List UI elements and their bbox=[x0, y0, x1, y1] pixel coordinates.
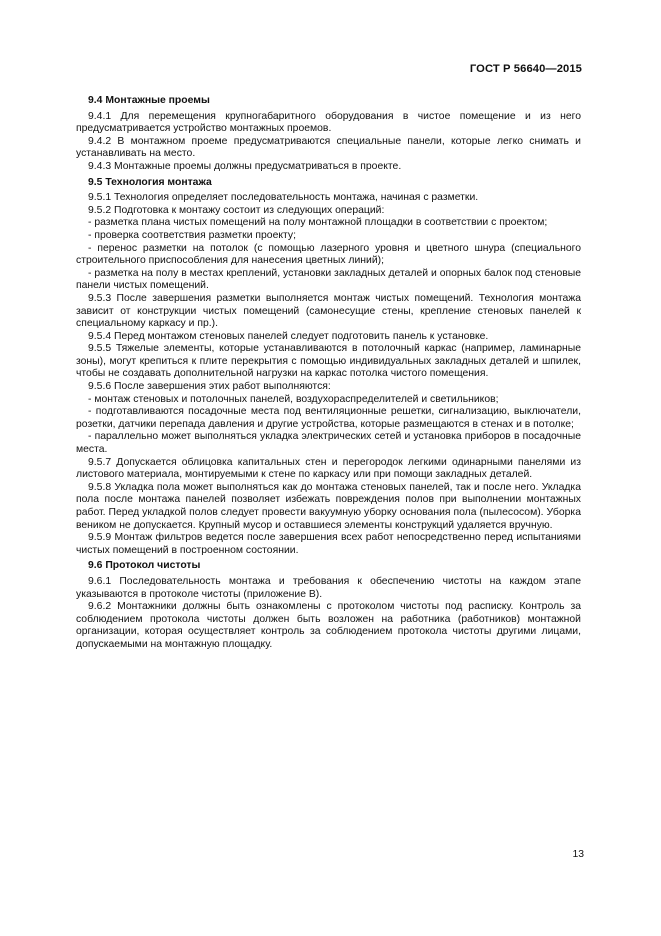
paragraph-9-5-1: 9.5.1 Технология определяет последовательность монтажа, начиная с разметки. bbox=[88, 192, 479, 204]
paragraph-9-5-3: 9.5.3 После завершения разметки выполняется монтаж чистых помещений. Технология монтажа зависит от конструкции чистых помещений (самонесущие стены, крепление стеновых панелей к специальному каркасу и пр.). bbox=[76, 292, 581, 330]
section-heading-9-5: 9.5 Технология монтажа bbox=[88, 176, 212, 188]
list-item: - параллельно может выполняться укладка электрических сетей и установка приборов в посадочные места. bbox=[76, 431, 581, 456]
section-heading-9-4: 9.4 Монтажные проемы bbox=[88, 95, 210, 106]
document-body bbox=[76, 94, 581, 652]
document-id: ГОСТ Р 56640—2015 bbox=[469, 63, 582, 75]
list-item: - подготавливаются посадочные места под вентиляционные решетки, сигнализацию, выключатели, розетки, датчики перепада давления и другие устройства, которые размещаются в стенах и в потолке; bbox=[76, 406, 581, 430]
list-item: - перенос разметки на потолок (с помощью лазерного уровня и цветного шнура (специального строительного приспособления для нанесения цветных линий); bbox=[76, 242, 581, 267]
paragraph-9-5-2: 9.5.2 Подготовка к монтажу состоит из следующих операций: bbox=[88, 204, 385, 216]
paragraph-9-4-3: 9.4.3 Монтажные проемы должны предусматриваться в проекте. bbox=[88, 160, 402, 172]
page-number: 13 bbox=[572, 849, 584, 860]
section-heading-9-6: 9.6 Протокол чистоты bbox=[88, 560, 201, 572]
paragraph-9-4-1: 9.4.1 Для перемещения крупногабаритного оборудования в чистое помещение и из него предусматривается устройство монтажных проемов. bbox=[76, 110, 581, 135]
list-item: - разметка на полу в местах креплений, установки закладных деталей и опорных балок под стеновые панели чистых помещений. bbox=[76, 267, 581, 292]
list-item: - монтаж стеновых и потолочных панелей, воздухораспределителей и светильников; bbox=[88, 393, 499, 405]
paragraph-9-5-4: 9.5.4 Перед монтажом стеновых панелей следует подготовить панель к установке. bbox=[88, 330, 489, 342]
paragraph-9-4-2: 9.4.2 В монтажном проеме предусматриваются специальные панели, которые легко снимать и устанавливать на место. bbox=[76, 135, 581, 160]
list-item: - проверка соответствия разметки проекту; bbox=[88, 229, 296, 241]
paragraph-9-5-7: 9.5.7 Допускается облицовка капитальных стен и перегородок легкими одинарными панелями из листового материала, монтируемыми к стене по каркасу или при помощи закладных деталей. bbox=[76, 456, 581, 481]
paragraph-9-5-5: 9.5.5 Тяжелые элементы, которые устанавливаются в потолочный каркас (например, ламинарные зоны), могут крепиться к плите перекрытия с помощью индивидуальных закладных деталей и шпилек, чтобы не создавать дополнительной нагрузки на каркас потолка чистого помещения. bbox=[76, 343, 581, 380]
paragraph-9-6-2: 9.6.2 Монтажники должны быть ознакомлены с протоколом чистоты под расписку. Контроль за соблюдением протокола чистоты должен быть возложен на работника (работников) монтажной организации, которая осуществляет контроль за соблюдением протокола чистоты другими лицами, допускаемыми на монтажную площадку. bbox=[76, 601, 581, 650]
paragraph-9-5-8: 9.5.8 Укладка пола может выполняться как до монтажа стеновых панелей, так и после него. Укладка пола после монтажа панелей позволяет избежать повреждения полов при выполнении монтажных работ. Перед укладкой полов следует провести вакуумную уборку основания пола (пылесосом). Уборка веником не допускается. Крупный мусор и оставшиеся элементы конструкций удаляется вручную. bbox=[76, 481, 581, 531]
list-item: - разметка плана чистых помещений на полу монтажной площадки в соответствии с проектом; bbox=[88, 217, 548, 229]
paragraph-9-5-6: 9.5.6 После завершения этих работ выполняются: bbox=[88, 381, 331, 393]
paragraph-9-6-1: 9.6.1 Последовательность монтажа и требования к обеспечению чистоты на каждом этапе указываются в протоколе чистоты (приложение В). bbox=[76, 575, 581, 600]
paragraph-9-5-9: 9.5.9 Монтаж фильтров ведется после завершения всех работ непосредственно перед испытаниями чистых помещений в построенном состоянии. bbox=[76, 532, 581, 556]
